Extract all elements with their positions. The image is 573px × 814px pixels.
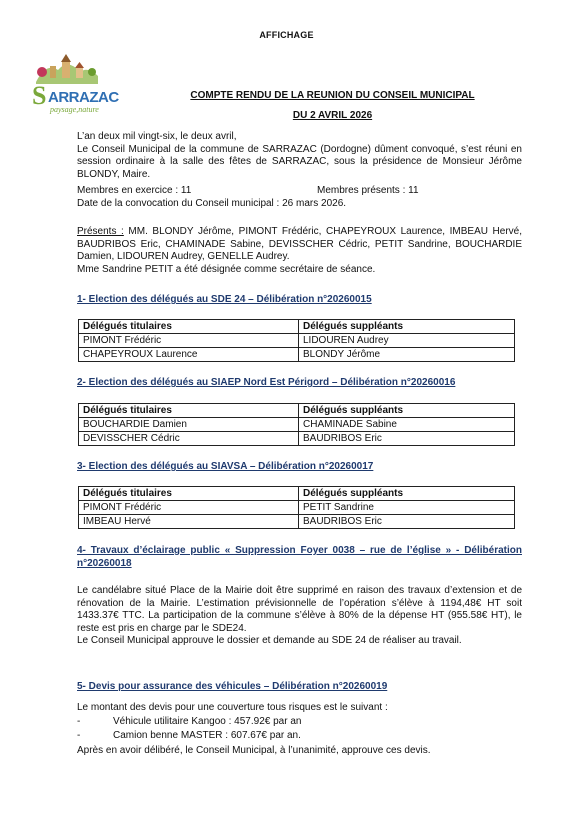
section-4-title: 4- Travaux d’éclairage public « Suppression Foyer 0038 – rue de l’église » - Délibération n°20260018 — [77, 545, 522, 569]
table-header-row — [79, 320, 515, 334]
header-titular: Délégués titulaires — [79, 320, 299, 334]
table-cell: PIMONT Frédéric — [79, 334, 299, 348]
svg-text:paysage,nature: paysage,nature — [50, 105, 99, 114]
intro-block — [77, 131, 522, 181]
table-cell: BAUDRIBOS Eric — [299, 515, 515, 529]
list-item: - Camion benne MASTER : 607.67€ par an. — [77, 730, 301, 741]
table-cell: CHAPEYROUX Laurence — [79, 348, 299, 362]
header-substitute: Délégués suppléants — [299, 404, 515, 418]
table-cell: CHAMINADE Sabine — [299, 418, 515, 432]
header-titular: Délégués titulaires — [79, 487, 299, 501]
section-4-body — [77, 585, 522, 648]
table-cell: PIMONT Frédéric — [79, 501, 299, 515]
section-5-intro: Le montant des devis pour une couverture tous risques est le suivant : — [77, 702, 388, 713]
report-title: COMPTE RENDU DE LA REUNION DU CONSEIL MUNICIPAL — [190, 90, 475, 101]
convocation-date: Date de la convocation du Conseil municipal : 26 mars 2026. — [77, 198, 347, 209]
table-header-row — [79, 404, 515, 418]
sarrazac-logo — [28, 48, 120, 120]
section-1-title: 1- Election des délégués au SDE 24 – Délibération n°20260015 — [77, 294, 372, 305]
table-cell: BLONDY Jérôme — [299, 348, 515, 362]
section-3-table — [78, 486, 515, 529]
table-row — [79, 334, 515, 348]
logo-graphic — [28, 48, 120, 120]
table-header-row — [79, 487, 515, 501]
table-row — [79, 432, 515, 446]
attendees-label: Présents : — [77, 226, 124, 237]
section-2-title: 2- Election des délégués au SIAEP Nord Est Périgord – Délibération n°20260016 — [77, 377, 456, 388]
quote-list — [77, 715, 522, 743]
section-4-approval: Le Conseil Municipal approuve le dossier et demande au SDE 24 de réaliser au travail. — [77, 635, 462, 647]
table-cell: BOUCHARDIE Damien — [79, 418, 299, 432]
table-row — [79, 515, 515, 529]
section-4-paragraph: Le candélabre situé Place de la Mairie doit être supprimé en raison des travaux d’extension et de rénovation de la Mairie. L’estimation prévisionnelle de l’opération s’élève à 1194,48€ HT soit 1433.37€ TTC. La participation de la commune s’élève à 80% de la dépense HT (955.58€ HT), le reste est pris en charge par le SDE24. — [77, 585, 522, 634]
intro-date-line: L’an deux mil vingt-six, le deux avril, — [77, 131, 237, 142]
table-cell: DEVISSCHER Cédric — [79, 432, 299, 446]
intro-convocation-paragraph: Le Conseil Municipal de la commune de SARRAZAC (Dordogne) dûment convoqué, s’est réuni en session ordinaire à la salle des fêtes de SARRAZAC, sous la présidence de Monsieur Jérôme BLONDY, Maire. — [77, 143, 522, 180]
section-5-title: 5- Devis pour assurance des véhicules – Délibération n°20260019 — [77, 681, 388, 692]
attendees-block — [77, 226, 522, 276]
table-row — [79, 348, 515, 362]
table-cell: BAUDRIBOS Eric — [299, 432, 515, 446]
attendees-list: MM. BLONDY Jérôme, PIMONT Frédéric, CHAPEYROUX Laurence, IMBEAU Hervé, BAUDRIBOS Eric, CHAMINADE Sabine, DEVISSCHER Cédric, PETIT Sandrine, BOUCHARDIE Damien, LIDOUREN Audrey, GENELLE Audrey. — [77, 226, 522, 263]
table-cell: PETIT Sandrine — [299, 501, 515, 515]
section-5-conclusion: Après en avoir délibéré, le Conseil Municipal, à l’unanimité, approuve ces devis. — [77, 745, 431, 756]
report-date: DU 2 AVRIL 2026 — [292, 110, 373, 121]
members-line — [77, 185, 522, 198]
header-titular: Délégués titulaires — [79, 404, 299, 418]
svg-text:ARRAZAC: ARRAZAC — [48, 89, 119, 106]
table-cell: LIDOUREN Audrey — [299, 334, 515, 348]
members-in-office: Membres en exercice : 11 — [77, 185, 192, 196]
list-item: - Véhicule utilitaire Kangoo : 457.92€ par an — [77, 716, 302, 727]
table-row — [79, 501, 515, 515]
header-substitute: Délégués suppléants — [299, 320, 515, 334]
svg-text:S: S — [32, 81, 47, 110]
header-substitute: Délégués suppléants — [299, 487, 515, 501]
section-2-table — [78, 403, 515, 446]
table-row — [79, 418, 515, 432]
members-present: Membres présents : 11 — [317, 185, 419, 196]
section-1-table — [78, 319, 515, 362]
section-3-title: 3- Election des délégués au SIAVSA – Délibération n°20260017 — [77, 461, 374, 472]
secretary-line: Mme Sandrine PETIT a été désignée comme secrétaire de séance. — [77, 263, 376, 275]
table-cell: IMBEAU Hervé — [79, 515, 299, 529]
posting-label: AFFICHAGE — [259, 30, 314, 40]
